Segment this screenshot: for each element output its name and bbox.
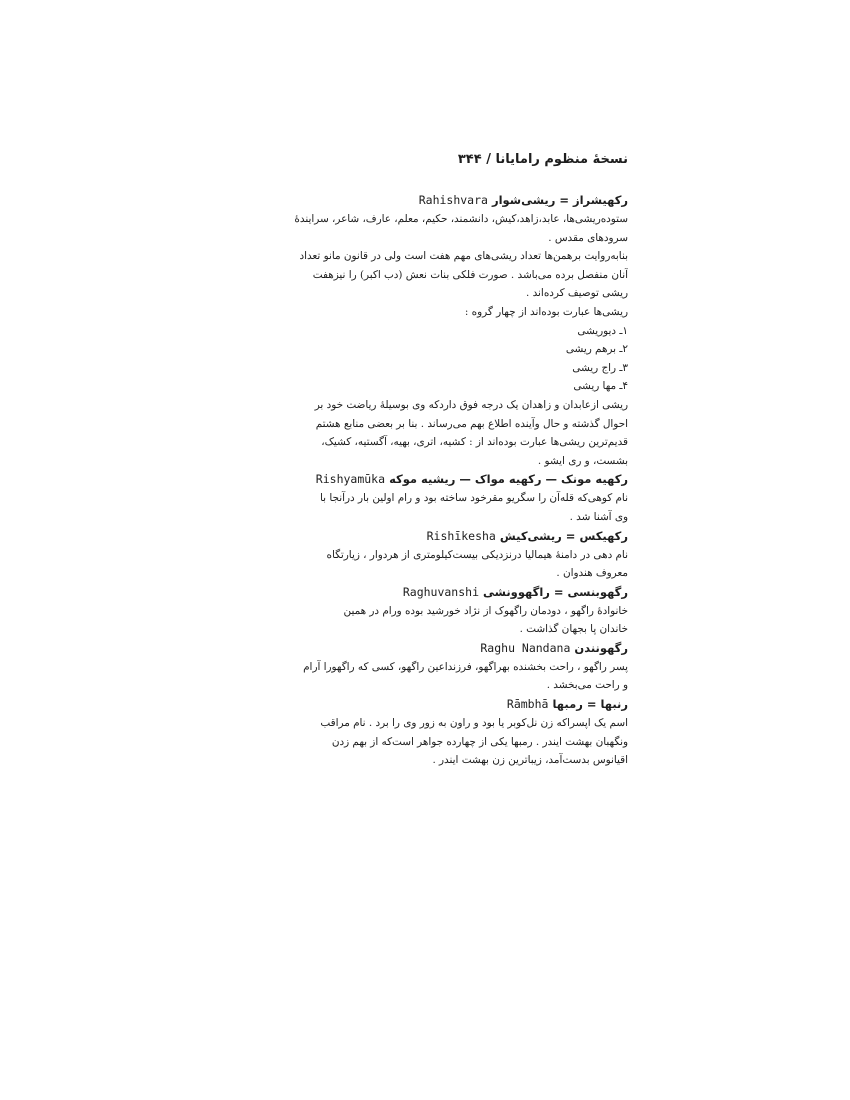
definition-line: ۴ـ مها ریشی <box>573 380 628 393</box>
definition-line: و راحت می‌بخشد . <box>546 679 628 692</box>
definition-line: سرودهای مقدس . <box>548 231 628 244</box>
entry-transliteration: Raghu Nandana <box>480 640 571 655</box>
definition-line: ۳ـ راج ریشی <box>572 361 628 374</box>
definition-line: ریشی‌ها عبارت بوده‌اند از چهار گروه : <box>464 305 628 318</box>
definition-line: اقیانوس بدست‌آمد، زیباترین زن بهشت ایندر . <box>432 754 628 767</box>
definition-line: قدیم‌ترین ریشی‌ها عبارت بوده‌اند از : کشیه، اتری، بهیه، آگستیه، کشیک، <box>321 436 628 449</box>
running-header <box>236 150 628 172</box>
glossary-entry <box>236 191 628 470</box>
definition-line: ونگهبان بهشت ایندر . رمبها یکی از چهارده جواهر است‌که از بهم زدن <box>331 735 628 748</box>
entry-heading <box>236 639 628 658</box>
entry-transliteration: Raghuvanshi <box>402 584 480 599</box>
definition-line: معروف هندوان . <box>556 567 628 580</box>
definition-line: ۲ـ برهم ریشی <box>565 343 628 356</box>
entry-term: رکهیه مونک — رکهیه مواک — ریشیه موکه <box>389 472 628 487</box>
glossary-body <box>236 191 628 770</box>
entry-transliteration: Rāmbhā <box>506 697 549 712</box>
entry-heading <box>236 191 628 210</box>
glossary-entry <box>236 527 628 583</box>
definition-line: آنان منفصل برده می‌باشد . صورت فلکی بنات نعش (دب اکبر) را نیزهفت <box>312 268 628 281</box>
definition-line: خانوادهٔ راگهو ، دودمان راگهوک از نژاد خورشید بوده ورام در همین <box>343 604 628 617</box>
definition-line: ستوده‌ریشی‌ها، عابد،زاهد،کیش، دانشمند، حکیم، معلم، عارف، شاعر، سرایندهٔ <box>294 213 628 225</box>
glossary-entry <box>236 639 628 695</box>
definition-line: ریشی توصیف کرده‌اند . <box>525 287 628 300</box>
entry-heading <box>236 583 628 602</box>
book-title: نسخهٔ منظوم رامایانا <box>495 152 628 167</box>
entry-term: رگهوبنسی = راگهوونشی <box>483 584 628 599</box>
definition-line: پسر راگهو ، راحت بخشنده بهراگهو، فرزنداعین راگهو، کسی که راگهورا آرام <box>303 660 628 673</box>
definition-line: خاندان پا بجهان گذاشت . <box>519 623 628 636</box>
glossary-entry <box>236 583 628 639</box>
entry-term: رکهیشراز = ریشی‌شوار <box>491 193 628 207</box>
glossary-entry <box>236 695 628 770</box>
entry-transliteration: Rishīkesha <box>426 528 496 543</box>
page-number: ۳۴۴ <box>457 152 482 167</box>
header-separator: / <box>486 152 491 167</box>
definition-line: احوال گذشته و حال وآینده اطلاع بهم می‌رساند . بنا بر بعضی منابع هشتم <box>315 417 628 430</box>
definition-line: اسم یک اپسراکه زن نل‌کوبر یا بود و راون به زور وی را برد . نام مراقب <box>320 717 628 730</box>
entry-transliteration: Rishyamūka <box>315 472 386 487</box>
entry-term: رکهیکس = ریشی‌کیش <box>499 528 628 543</box>
glossary-entry <box>236 470 628 526</box>
entry-term: رنبها = رمبها <box>552 697 628 712</box>
entry-heading <box>236 695 628 714</box>
definition-line: بنابه‌روایت برهمن‌ها تعداد ریشی‌های مهم هفت است ولی در قانون مانو تعداد <box>299 250 628 263</box>
entry-heading <box>236 527 628 546</box>
definition-line: نام کوهی‌که قله‌آن را سگریو مقرخود ساخته بود و رام اولین بار درآنجا با <box>319 492 628 505</box>
definition-line: ۱ـ دیوریشی <box>577 324 628 337</box>
entry-heading <box>236 470 628 489</box>
definition-line: ریشی ازعابدان و زاهدان یک درجه فوق داردکه وی بوسیلهٔ ریاضت خود بر <box>314 398 628 411</box>
definition-line: نام دهی در دامنهٔ هیمالیا درنزدیکی بیست‌کیلومتری از هردوار ، زیارتگاه <box>326 548 628 561</box>
definition-line: وی آشنا شد . <box>569 510 628 523</box>
definition-line: بشست، و ری ایشو . <box>537 454 628 467</box>
entry-term: رگهونندن <box>574 640 628 655</box>
entry-transliteration: Rahishvara <box>418 193 488 207</box>
